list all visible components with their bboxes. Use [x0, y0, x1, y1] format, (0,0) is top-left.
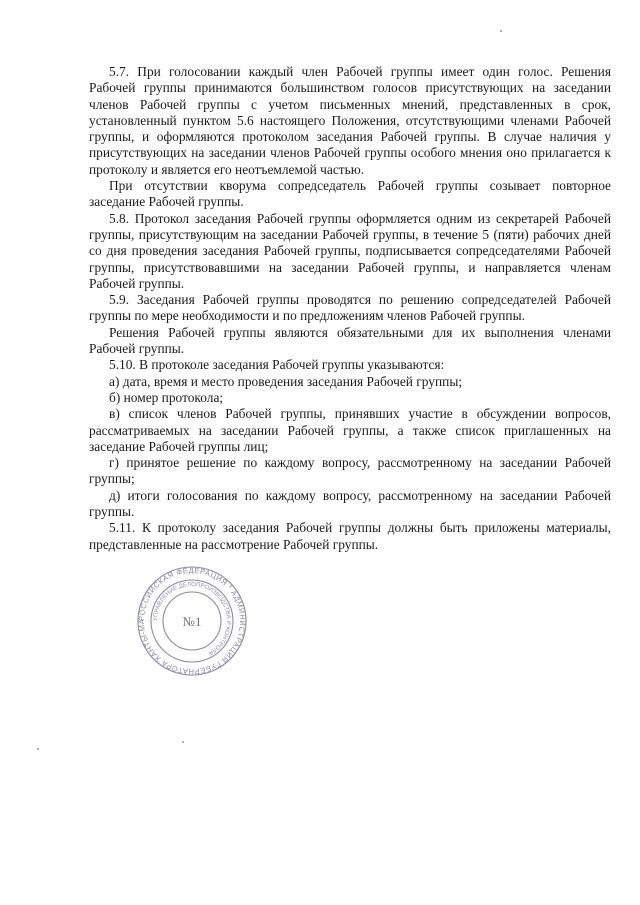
seal-center-text: №1 — [182, 614, 202, 629]
list-item-b: б) номер протокола; — [109, 389, 224, 405]
list-item-g: г) принятое решение по каждому вопросу, рассмотренному на заседании Рабочей группы; — [89, 455, 611, 487]
scan-speck — [500, 30, 502, 32]
paragraph-decisions-binding: Решения Рабочей группы являются обязательными для их выполнения членами Рабочей группы. — [89, 324, 611, 357]
seal-outer-text: РОССИЙСКАЯ ФЕДЕРАЦИЯ * АДМИНИСТРАЦИЯ ГУБЕРНАТОРА ХАНТЫ-МА — [136, 565, 248, 677]
list-item-v: в) список членов Рабочей группы, принявших участие в обсуждении вопросов, рассматриваемых на заседании Рабочей группы, а также список приглашенных на заседание Рабочей группы лиц; — [89, 406, 611, 454]
official-seal-stamp — [136, 565, 248, 677]
paragraph-5-8: 5.8. Протокол заседания Рабочей группы оформляется одним из секретарей Рабочей группы, присутствующим на заседании Рабочей группы, в течение 5 (пяти) рабочих дней со дня проведения заседания Рабочей группы, подписывается сопредседателями Рабочей группы, присутствовавшими на заседании Рабочей группы, и направляется членам Рабочей группы. — [89, 210, 611, 291]
seal-graphic — [136, 565, 248, 677]
paragraph-5-11: 5.11. К протоколу заседания Рабочей группы должны быть приложены материалы, представленные на рассмотрение Рабочей группы. — [89, 520, 611, 552]
list-item-a: а) дата, время и место проведения заседания Рабочей группы; — [109, 373, 463, 389]
scan-speck — [37, 748, 39, 750]
paragraph-5-7: 5.7. При голосовании каждый член Рабочей группы имеет один голос. Решения Рабочей группы принимаются большинством голосов присутствующих на заседании членов Рабочей группы с учетом письменных мнений, представленных в срок, установленный пунктом 5.6 настоящего Положения, отсутствующими членами Рабочей группы, и оформляются протоколом заседания Рабочей группы. В случае наличия у присутствующих на заседании членов Рабочей группы особого мнения оно прилагается к протоколу и является его неотъемлемой частью. — [89, 64, 611, 177]
document-body — [89, 64, 611, 553]
list-item-d: д) итоги голосования по каждому вопросу, рассмотренному на заседании Рабочей группы. — [89, 487, 611, 520]
seal-inner-text: УПРАВЛЕНИЕ ДЕЛОПРОИЗВОДСТВА И КОНТРОЛЯ — [152, 581, 232, 656]
scan-speck — [182, 741, 184, 743]
paragraph-5-10: 5.10. В протоколе заседания Рабочей группы указываются: — [109, 357, 445, 373]
paragraph-5-9: 5.9. Заседания Рабочей группы проводятся по решению сопредседателей Рабочей группы по мере необходимости и по предложениям членов Рабочей группы. — [89, 292, 611, 324]
paragraph-quorum: При отсутствии кворума сопредседатель Рабочей группы созывает повторное заседание Рабочей группы. — [89, 178, 611, 210]
